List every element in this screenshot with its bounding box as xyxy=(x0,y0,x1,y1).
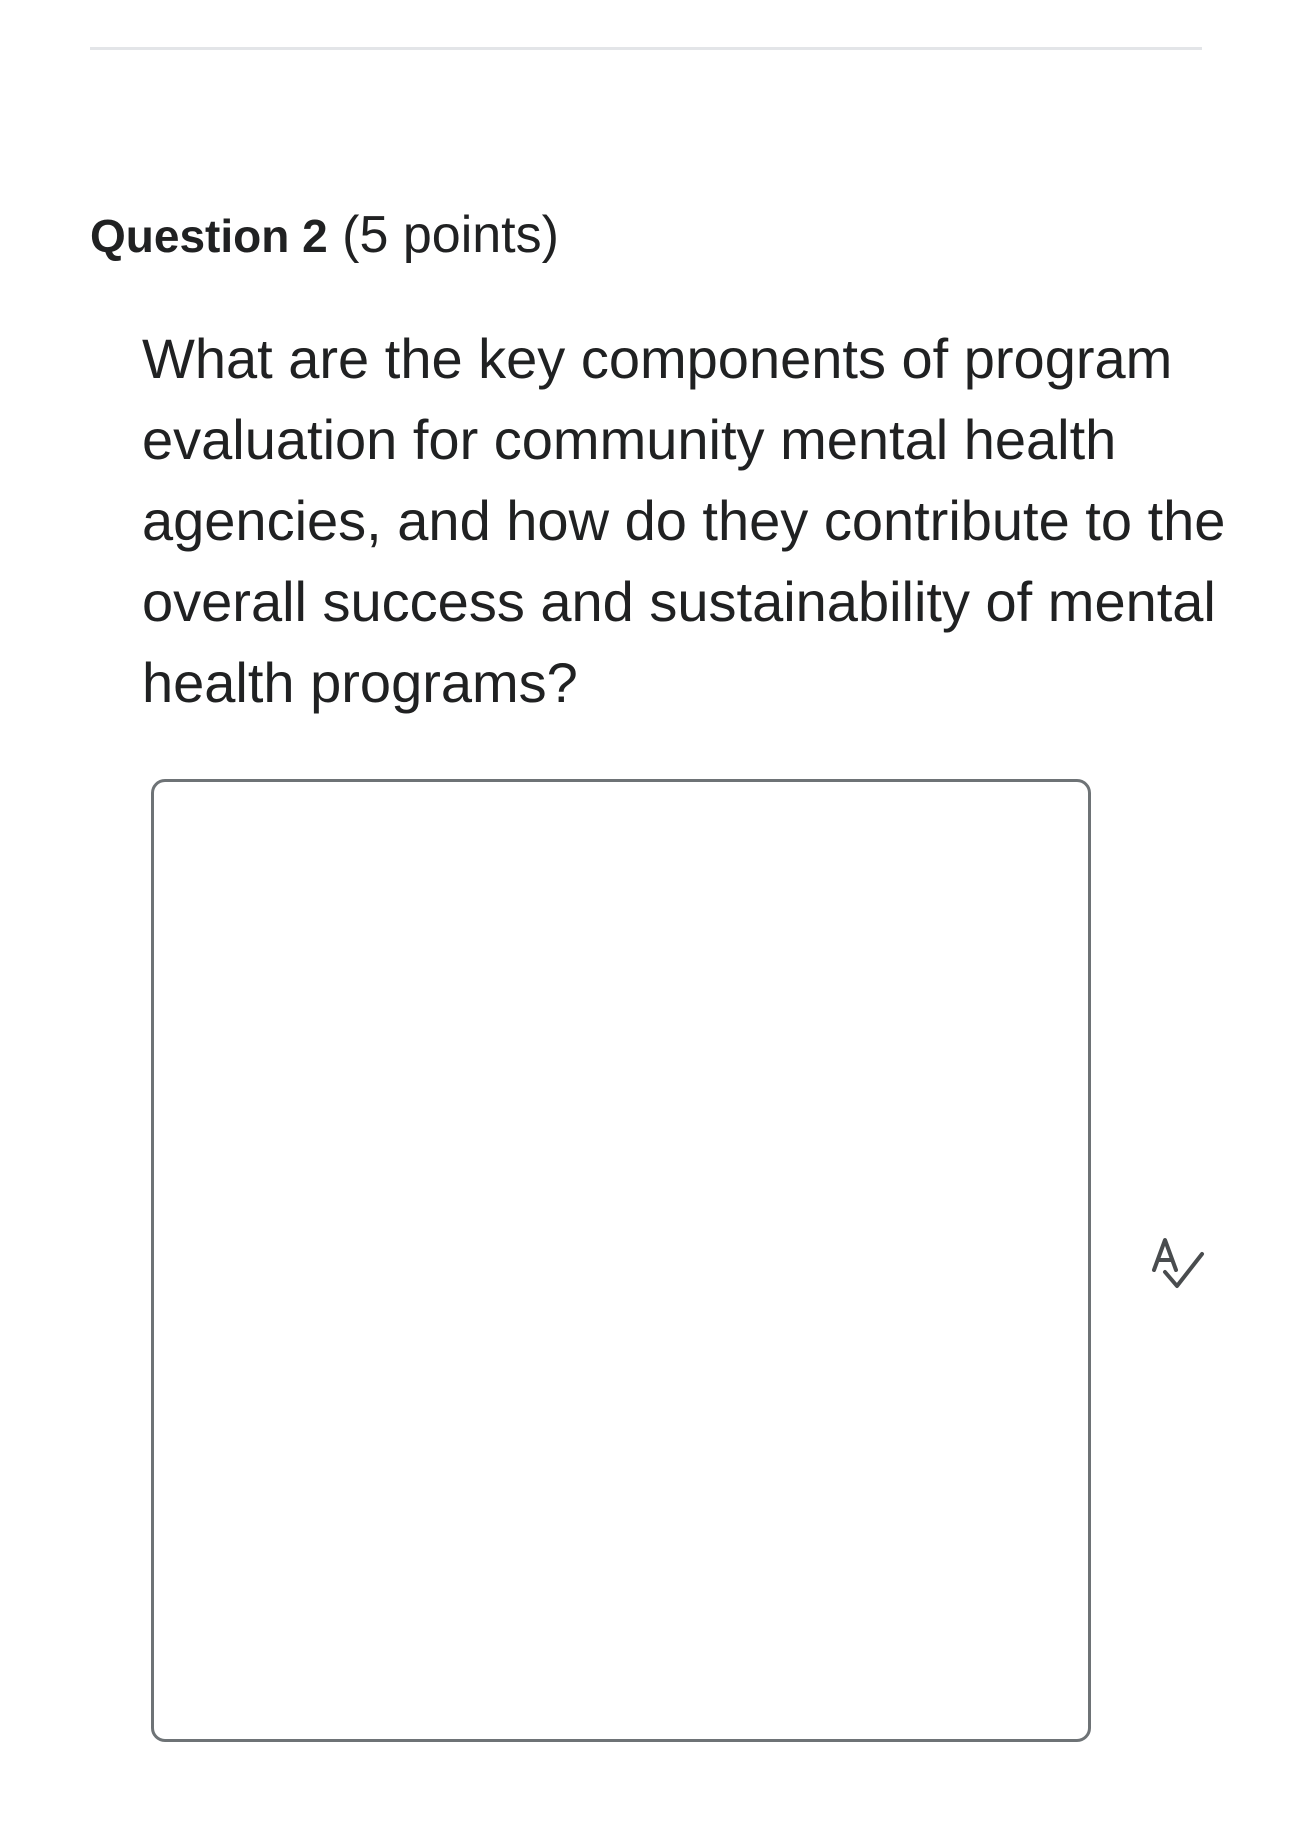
spellcheck-icon[interactable] xyxy=(1148,1232,1210,1294)
question-text: What are the key components of program evaluation for community mental health agencies, and how do they contribute to the overall success and sustainability of mental health programs? xyxy=(142,327,1226,714)
question-points: (5 points) xyxy=(327,206,559,264)
question-heading xyxy=(90,205,559,267)
question-title: Question 2 xyxy=(90,210,328,262)
answer-textarea[interactable] xyxy=(151,779,1091,1742)
top-divider xyxy=(90,47,1202,50)
